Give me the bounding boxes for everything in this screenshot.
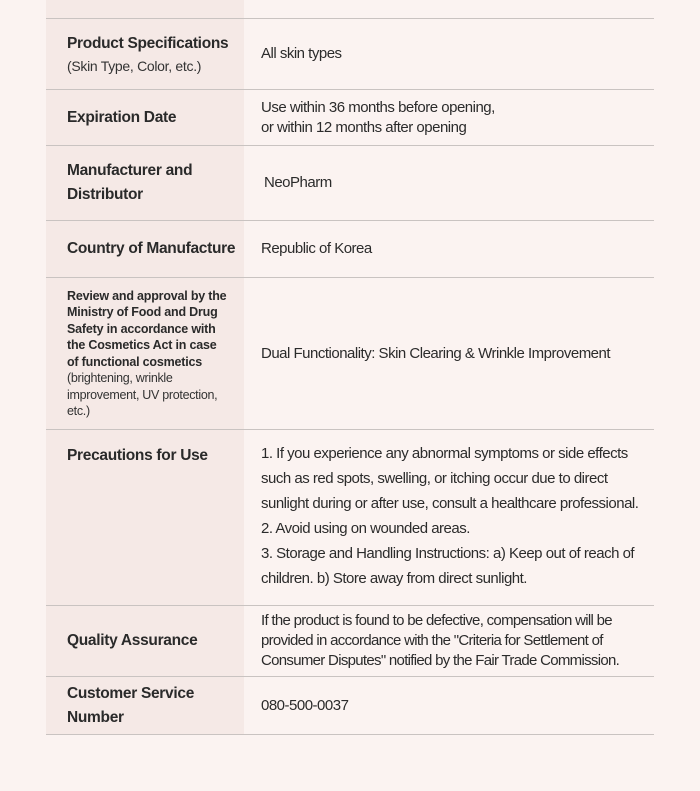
row-sublabel: (Skin Type, Color, etc.) bbox=[67, 58, 202, 74]
row-header bbox=[46, 278, 244, 429]
row-value-line: sunlight during or after use, consult a healthcare professional. bbox=[261, 495, 639, 512]
row-value-line: 2. Avoid using on wounded areas. bbox=[261, 520, 470, 537]
table-row-quality-assurance bbox=[46, 606, 654, 677]
row-value-line: 1. If you experience any abnormal symptoms or side effects bbox=[261, 445, 628, 462]
row-value bbox=[244, 430, 654, 605]
row-value-text: All skin types bbox=[261, 45, 342, 62]
row-header bbox=[46, 677, 244, 734]
row-label: Expiration Date bbox=[67, 108, 177, 126]
row-label-line: Distributor bbox=[67, 186, 143, 203]
row-value-line: Consumer Disputes" notified by the Fair Trade Commission. bbox=[261, 652, 620, 669]
row-value-text: Dual Functionality: Skin Clearing & Wrinkle Improvement bbox=[261, 344, 611, 362]
row-value-line: provided in accordance with the "Criteria for Settlement of bbox=[261, 632, 603, 649]
row-value-text: 080-500-0037 bbox=[261, 696, 349, 714]
table-row-precautions-for-use bbox=[46, 430, 654, 606]
row-value-line: or within 12 months after opening bbox=[261, 118, 467, 136]
row-label: Product Specifications bbox=[67, 35, 229, 52]
table-row-expiration-date bbox=[46, 90, 654, 146]
row-label-line: Ministry of Food and Drug bbox=[67, 305, 218, 319]
row-sublabel-line: improvement, UV protection, bbox=[67, 387, 218, 402]
row-value-line: 3. Storage and Handling Instructions: a) Keep out of reach of bbox=[261, 545, 635, 562]
table-row-product-specifications bbox=[46, 19, 654, 90]
table-row-country-of-manufacture bbox=[46, 221, 654, 278]
row-value bbox=[244, 221, 654, 277]
row-value-line: such as red spots, swelling, or itching occur due to direct bbox=[261, 470, 608, 487]
row-value-line: If the product is found to be defective, compensation will be bbox=[261, 612, 612, 629]
row-value-line: children. b) Store away from direct sunlight. bbox=[261, 570, 527, 587]
row-header bbox=[46, 90, 244, 145]
row-label-line: Number bbox=[67, 708, 124, 726]
row-value-text: Republic of Korea bbox=[261, 240, 372, 257]
row-label: Country of Manufacture bbox=[67, 240, 236, 257]
row-label: Quality Assurance bbox=[67, 632, 198, 649]
row-value bbox=[244, 278, 654, 429]
row-label-line: Manufacturer and bbox=[67, 162, 193, 179]
row-value bbox=[244, 146, 654, 220]
row-value bbox=[244, 19, 654, 89]
table-row-customer-service bbox=[46, 677, 654, 735]
row-label-line: Customer Service bbox=[67, 684, 195, 702]
table-row-functional-cosmetics-approval bbox=[46, 278, 654, 430]
row-value-text: NeoPharm bbox=[264, 174, 332, 191]
row-value bbox=[244, 90, 654, 145]
table-row-top-partial bbox=[46, 0, 654, 19]
row-value bbox=[244, 0, 654, 18]
row-value bbox=[244, 677, 654, 734]
row-label-line: Safety in accordance with bbox=[67, 321, 216, 336]
row-header bbox=[46, 0, 244, 18]
row-sublabel-line: (brightening, wrinkle bbox=[67, 371, 173, 385]
row-header bbox=[46, 221, 244, 277]
row-header bbox=[46, 606, 244, 676]
row-label-line: of functional cosmetics bbox=[67, 354, 203, 369]
row-label-line: Review and approval by the bbox=[67, 288, 227, 303]
row-label: Precautions for Use bbox=[67, 447, 208, 464]
product-info-table bbox=[46, 0, 654, 735]
row-value-line: Use within 36 months before opening, bbox=[261, 98, 495, 116]
row-header bbox=[46, 146, 244, 220]
row-label-line: the Cosmetics Act in case bbox=[67, 338, 217, 352]
row-header bbox=[46, 19, 244, 89]
row-sublabel-line: etc.) bbox=[67, 404, 90, 418]
row-value bbox=[244, 606, 654, 676]
row-header bbox=[46, 430, 244, 605]
table-row-manufacturer bbox=[46, 146, 654, 221]
